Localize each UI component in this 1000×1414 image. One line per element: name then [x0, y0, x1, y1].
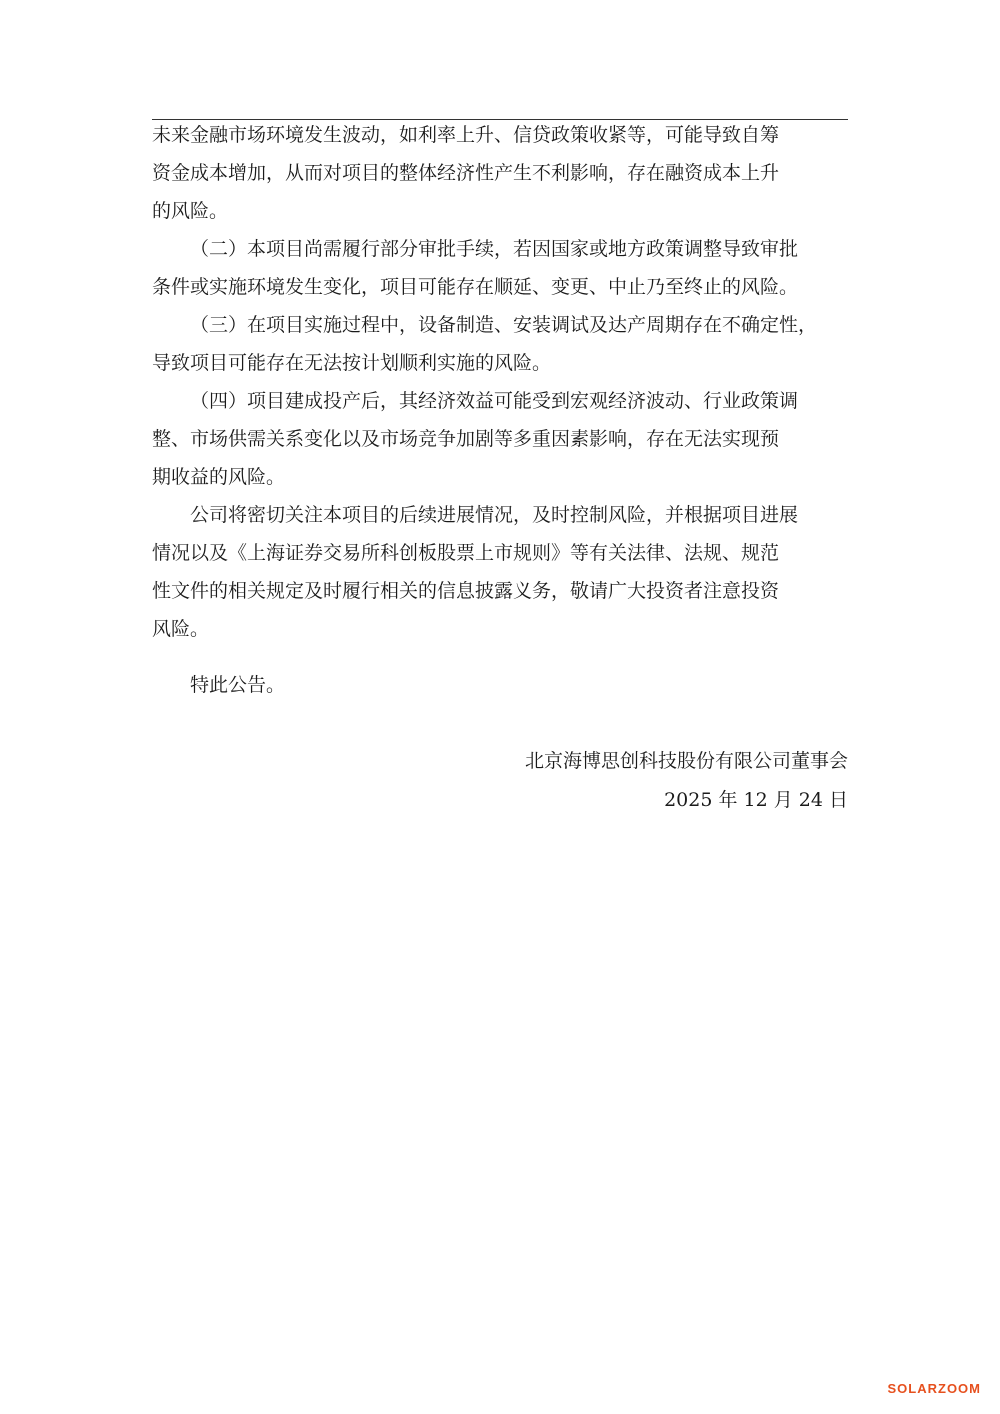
text-line: 情况以及《上海证券交易所科创板股票上市规则》等有关法律、法规、规范: [152, 542, 780, 564]
signature-date: 2025 年 12 月 24 日: [664, 789, 848, 811]
text-line: （三）在项目实施过程中，设备制造、安装调试及达产周期存在不确定性，: [190, 314, 818, 336]
text-line: 的风险。: [152, 200, 229, 222]
text-line: （二）本项目尚需履行部分审批手续，若因国家或地方政策调整导致审批: [190, 238, 799, 260]
text-line: 公司将密切关注本项目的后续进展情况，及时控制风险，并根据项目进展: [190, 504, 799, 526]
announcement-body: [152, 116, 832, 648]
text-line: 未来金融市场环境发生波动，如利率上升、信贷政策收紧等，可能导致自筹: [152, 124, 780, 146]
paragraph-disclosure-statement: [152, 496, 832, 648]
text-line: 期收益的风险。: [152, 466, 286, 488]
text-line: 整、市场供需关系变化以及市场竞争加剧等多重因素影响，存在无法实现预: [152, 428, 780, 450]
paragraph-return-risk: [152, 382, 832, 496]
text-line: 资金成本增加，从而对项目的整体经济性产生不利影响，存在融资成本上升: [152, 162, 780, 184]
text-line: （四）项目建成投产后，其经济效益可能受到宏观经济波动、行业政策调: [190, 390, 799, 412]
text-line: 条件或实施环境发生变化，项目可能存在顺延、变更、中止乃至终止的风险。: [152, 276, 799, 298]
paragraph-approval-risk: [152, 230, 832, 306]
closing-statement: 特此公告。: [190, 674, 286, 696]
text-line: 风险。: [152, 618, 210, 640]
paragraph-financing-risk: [152, 116, 832, 230]
watermark-logo: SOLARZOOM: [887, 1381, 981, 1396]
paragraph-implementation-risk: [152, 306, 832, 382]
text-line: 性文件的相关规定及时履行相关的信息披露义务，敬请广大投资者注意投资: [152, 580, 780, 602]
signature-company: 北京海博思创科技股份有限公司董事会: [524, 750, 848, 772]
text-line: 导致项目可能存在无法按计划顺利实施的风险。: [152, 352, 552, 374]
